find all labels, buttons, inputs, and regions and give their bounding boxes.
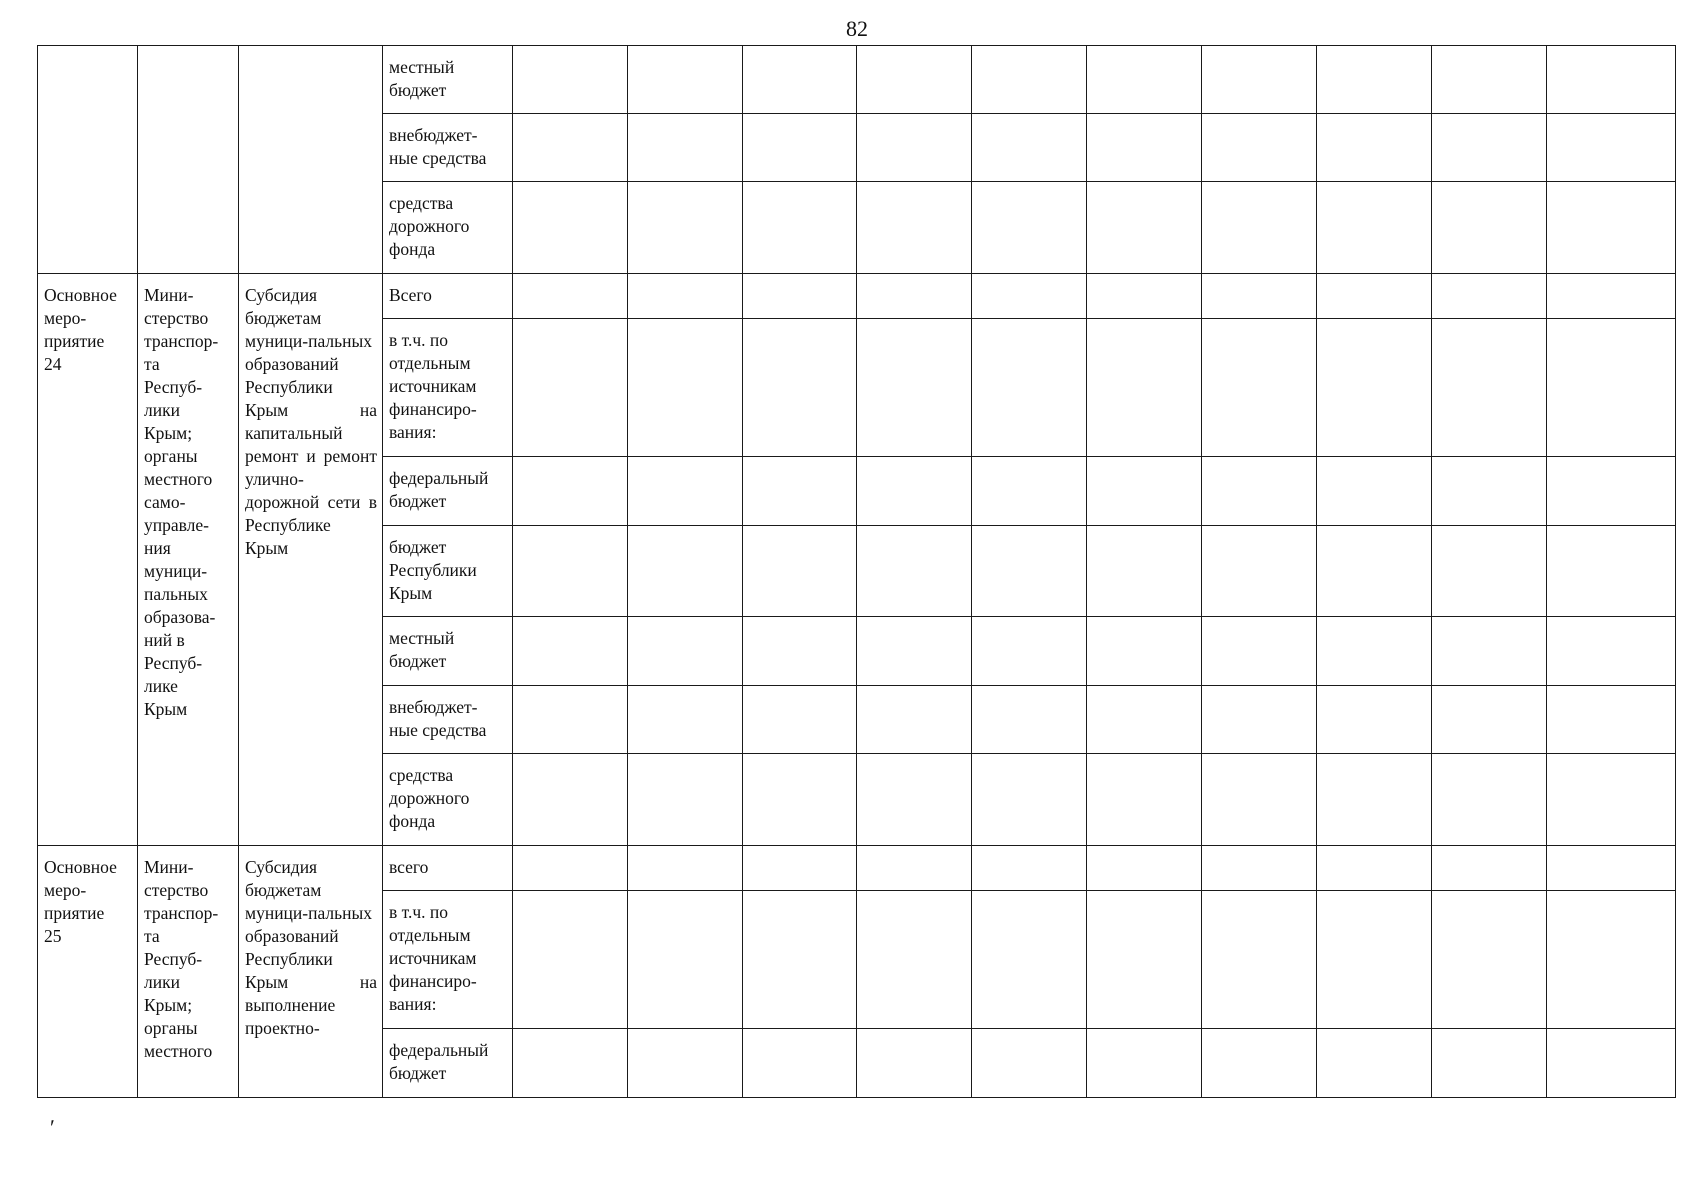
value-cell (743, 526, 857, 617)
financing-table (37, 45, 1676, 1098)
value-cell (857, 319, 972, 457)
value-cell (628, 114, 743, 182)
value-cell (1317, 1029, 1432, 1098)
value-cell (513, 754, 628, 846)
source-cell (383, 319, 513, 457)
value-cell (1087, 617, 1202, 686)
value-cell (743, 686, 857, 754)
executor-cell-text (138, 46, 238, 56)
description-cell (239, 274, 383, 846)
source-cell (383, 846, 513, 891)
value-cell (513, 319, 628, 457)
description-cell (239, 46, 383, 274)
source-cell (383, 457, 513, 526)
value-cell (1317, 891, 1432, 1029)
value-cell (857, 114, 972, 182)
source-cell (383, 686, 513, 754)
value-cell (628, 846, 743, 891)
value-cell (513, 274, 628, 319)
value-cell (857, 457, 972, 526)
value-cell (1432, 114, 1547, 182)
activity-cell-text (38, 46, 137, 56)
value-cell (1547, 46, 1676, 114)
value-cell (857, 46, 972, 114)
value-cell (1087, 1029, 1202, 1098)
value-cell (1202, 274, 1317, 319)
value-cell (1432, 846, 1547, 891)
source-cell (383, 1029, 513, 1098)
source-label: местный бюджет (389, 57, 455, 100)
value-cell (857, 891, 972, 1029)
value-cell (857, 182, 972, 274)
value-cell (972, 114, 1087, 182)
value-cell (1202, 891, 1317, 1029)
value-cell (857, 1029, 972, 1098)
value-cell (743, 617, 857, 686)
value-cell (1317, 182, 1432, 274)
value-cell (1547, 319, 1676, 457)
source-cell (383, 274, 513, 319)
value-cell (1087, 526, 1202, 617)
source-cell (383, 114, 513, 182)
source-cell (383, 754, 513, 846)
value-cell (743, 846, 857, 891)
value-cell (1317, 754, 1432, 846)
source-cell (383, 526, 513, 617)
value-cell (1087, 457, 1202, 526)
value-cell (1547, 182, 1676, 274)
value-cell (1317, 617, 1432, 686)
value-cell (513, 114, 628, 182)
value-cell (1547, 526, 1676, 617)
value-cell (972, 1029, 1087, 1098)
value-cell (1547, 686, 1676, 754)
value-cell (1202, 846, 1317, 891)
source-label: местный бюджет (389, 628, 455, 671)
value-cell (1202, 526, 1317, 617)
value-cell (972, 274, 1087, 319)
value-cell (1432, 617, 1547, 686)
value-cell (857, 617, 972, 686)
source-cell (383, 891, 513, 1029)
value-cell (743, 891, 857, 1029)
value-cell (1432, 182, 1547, 274)
value-cell (1202, 182, 1317, 274)
source-label: средства дорожного фонда (389, 765, 470, 831)
source-label: внебюджет- ные средства (389, 697, 487, 740)
value-cell (628, 1029, 743, 1098)
value-cell (628, 754, 743, 846)
value-cell (1087, 891, 1202, 1029)
value-cell (972, 617, 1087, 686)
stray-mark: ʹ (50, 1115, 55, 1140)
value-cell (513, 846, 628, 891)
value-cell (1317, 526, 1432, 617)
executor-cell (138, 274, 239, 846)
value-cell (513, 182, 628, 274)
value-cell (1547, 457, 1676, 526)
source-label: внебюджет- ные средства (389, 125, 487, 168)
value-cell (1432, 526, 1547, 617)
value-cell (513, 686, 628, 754)
source-label: всего (389, 857, 429, 877)
page-number: 82 (846, 16, 868, 41)
value-cell (1087, 319, 1202, 457)
value-cell (628, 457, 743, 526)
value-cell (628, 46, 743, 114)
value-cell (1202, 686, 1317, 754)
value-cell (972, 526, 1087, 617)
value-cell (1432, 1029, 1547, 1098)
table-body (38, 46, 1676, 1098)
value-cell (1432, 891, 1547, 1029)
value-cell (1202, 754, 1317, 846)
value-cell (1317, 46, 1432, 114)
activity-cell-text: Основное меро- приятие 24 (44, 285, 117, 374)
value-cell (513, 526, 628, 617)
value-cell (1202, 457, 1317, 526)
activity-cell (38, 274, 138, 846)
value-cell (513, 891, 628, 1029)
value-cell (628, 526, 743, 617)
executor-cell-text: Мини- стерство транспор- та Респуб- лики Крым; органы местного само- управле- ния муници- пальных образова- ний в Респуб- лике Крым (144, 285, 219, 719)
value-cell (1317, 846, 1432, 891)
description-cell (239, 846, 383, 1098)
description-cell-text (239, 46, 382, 56)
source-label: федеральный бюджет (389, 1040, 489, 1083)
value-cell (1087, 274, 1202, 319)
table-row (38, 274, 1676, 319)
value-cell (1547, 891, 1676, 1029)
source-cell (383, 182, 513, 274)
activity-cell (38, 846, 138, 1098)
value-cell (1202, 46, 1317, 114)
value-cell (972, 457, 1087, 526)
value-cell (628, 686, 743, 754)
value-cell (857, 274, 972, 319)
value-cell (972, 891, 1087, 1029)
source-label: в т.ч. по отдельным источникам финансиро- вания: (389, 902, 477, 1014)
source-cell (383, 46, 513, 114)
value-cell (628, 274, 743, 319)
activity-cell-text: Основное меро- приятие 25 (44, 857, 117, 946)
value-cell (972, 754, 1087, 846)
value-cell (972, 319, 1087, 457)
value-cell (1547, 114, 1676, 182)
value-cell (1317, 274, 1432, 319)
activity-cell (38, 46, 138, 274)
value-cell (1547, 846, 1676, 891)
value-cell (1202, 319, 1317, 457)
value-cell (1432, 457, 1547, 526)
value-cell (1317, 319, 1432, 457)
value-cell (743, 754, 857, 846)
source-label: бюджет Республики Крым (389, 537, 477, 603)
value-cell (1087, 754, 1202, 846)
value-cell (513, 457, 628, 526)
description-cell-text: Субсидия бюджетам муници-пальных образований Республики Крым на выполнение проектно- (245, 857, 377, 1038)
value-cell (1087, 114, 1202, 182)
value-cell (1317, 114, 1432, 182)
value-cell (743, 182, 857, 274)
source-cell (383, 617, 513, 686)
executor-cell (138, 46, 239, 274)
value-cell (1432, 686, 1547, 754)
value-cell (743, 1029, 857, 1098)
value-cell (857, 686, 972, 754)
value-cell (1087, 846, 1202, 891)
executor-cell-text: Мини- стерство транспор- та Респуб- лики Крым; органы местного (144, 857, 219, 1061)
value-cell (857, 754, 972, 846)
table-row (38, 846, 1676, 891)
value-cell (743, 274, 857, 319)
value-cell (1317, 457, 1432, 526)
table-row (38, 46, 1676, 114)
source-label: в т.ч. по отдельным источникам финансиро- вания: (389, 330, 477, 442)
value-cell (1432, 46, 1547, 114)
source-label: федеральный бюджет (389, 468, 489, 511)
value-cell (1432, 754, 1547, 846)
value-cell (628, 182, 743, 274)
description-cell-text: Субсидия бюджетам муници-пальных образований Республики Крым на капитальный ремонт и ремонт улично-дорожной сети в Республике Крым (245, 285, 377, 558)
value-cell (1547, 617, 1676, 686)
value-cell (743, 114, 857, 182)
value-cell (628, 891, 743, 1029)
value-cell (857, 846, 972, 891)
value-cell (513, 46, 628, 114)
value-cell (857, 526, 972, 617)
value-cell (743, 46, 857, 114)
value-cell (1432, 319, 1547, 457)
value-cell (972, 846, 1087, 891)
executor-cell (138, 846, 239, 1098)
source-label: Всего (389, 285, 432, 305)
source-label: средства дорожного фонда (389, 193, 470, 259)
value-cell (972, 46, 1087, 114)
value-cell (743, 457, 857, 526)
value-cell (1317, 686, 1432, 754)
value-cell (743, 319, 857, 457)
value-cell (513, 617, 628, 686)
value-cell (1547, 754, 1676, 846)
value-cell (1087, 182, 1202, 274)
value-cell (1547, 274, 1676, 319)
value-cell (628, 319, 743, 457)
value-cell (972, 686, 1087, 754)
value-cell (1202, 114, 1317, 182)
value-cell (1547, 1029, 1676, 1098)
value-cell (972, 182, 1087, 274)
value-cell (628, 617, 743, 686)
value-cell (1202, 1029, 1317, 1098)
value-cell (1087, 686, 1202, 754)
value-cell (1432, 274, 1547, 319)
value-cell (1202, 617, 1317, 686)
value-cell (513, 1029, 628, 1098)
value-cell (1087, 46, 1202, 114)
